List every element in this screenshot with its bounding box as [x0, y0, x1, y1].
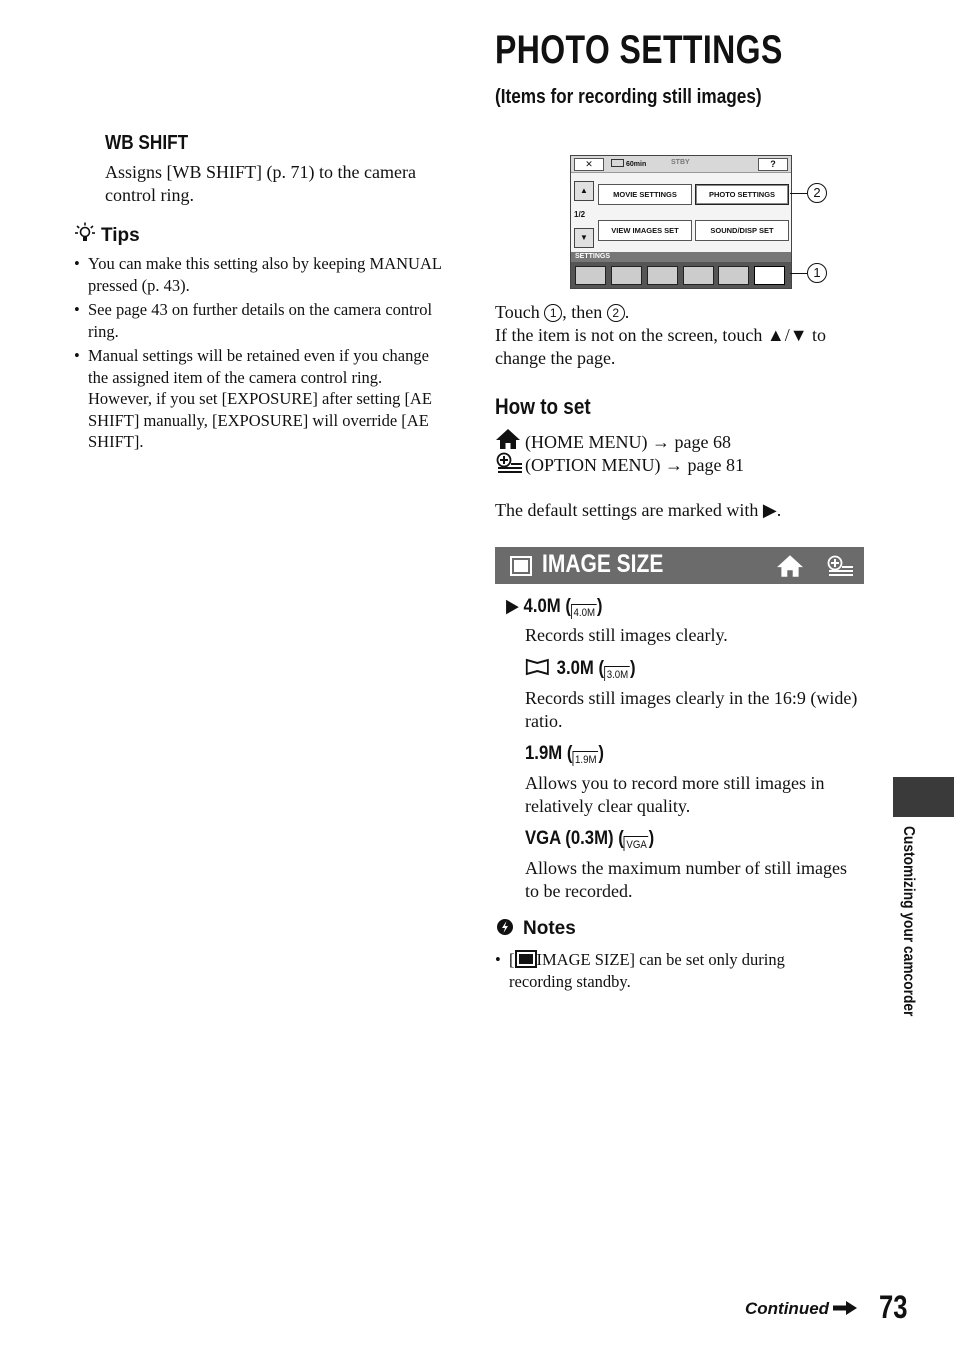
- triangle-down-icon: ▼: [580, 233, 588, 242]
- home-menu-text: (HOME MENU) → page 68: [525, 432, 731, 452]
- standby-status: STBY: [671, 159, 690, 166]
- option-suffix: ): [596, 596, 603, 617]
- page-change-line: If the item is not on the screen, touch ▲/▼ to change the page.: [495, 325, 827, 368]
- image-size-title: IMAGE SIZE: [542, 550, 664, 578]
- image-size-icon: [515, 950, 537, 968]
- category-icon-bar: [571, 262, 791, 288]
- touch-text-a: Touch: [495, 302, 545, 322]
- option-vga-heading: [525, 828, 654, 851]
- tips-heading-label: Tips: [101, 225, 140, 246]
- arrow-right-icon: [833, 1301, 857, 1315]
- touch-text-c: .: [624, 302, 630, 322]
- tips-list: [74, 253, 444, 456]
- page-indicator: 1/2: [574, 210, 586, 219]
- movie-settings-button[interactable]: MOVIE SETTINGS: [598, 184, 692, 205]
- screen-help-button[interactable]: ?: [758, 158, 788, 171]
- camera-category-icon[interactable]: [575, 266, 606, 285]
- notes-warning-icon: [496, 918, 514, 936]
- default-marker: ▶: [506, 596, 519, 617]
- callout-line-2: [790, 193, 807, 194]
- notes-heading-label: Notes: [523, 918, 576, 939]
- option-vga-description: Allows the maximum number of still images to be recorded.: [525, 858, 847, 901]
- option-suffix: ): [648, 828, 655, 849]
- battery-time: 60min: [626, 161, 647, 168]
- touch-line: [495, 301, 865, 324]
- size-indicator-box: VGA: [624, 836, 649, 851]
- image-size-icon: [510, 556, 532, 576]
- continued-text: Continued: [745, 1299, 830, 1318]
- screen-status-bar: [571, 156, 791, 173]
- option-menu-icon: [495, 452, 523, 474]
- note-text-a: [: [509, 950, 515, 969]
- wide-ratio-icon: [525, 658, 550, 676]
- view-images-set-button[interactable]: VIEW IMAGES SET: [598, 220, 692, 241]
- wb-shift-description: Assigns [WB SHIFT] (p. 71) to the camera control ring.: [105, 162, 416, 205]
- continued-indicator: [745, 1299, 857, 1319]
- option-menu-text: (OPTION MENU) → page 81: [525, 455, 744, 475]
- playback-category-icon[interactable]: [611, 266, 642, 285]
- callout-line-1: [790, 273, 807, 274]
- home-menu-line: [495, 428, 731, 454]
- print-category-icon[interactable]: [718, 266, 749, 285]
- photo-settings-button[interactable]: PHOTO SETTINGS: [695, 184, 789, 205]
- how-to-set-title: How to set: [495, 394, 591, 419]
- option-1-9m-description: Allows you to record more still images in relatively clear quality.: [525, 773, 825, 816]
- notes-list: [495, 949, 835, 992]
- settings-category-icon[interactable]: [754, 266, 785, 285]
- page-up-button[interactable]: [574, 181, 594, 201]
- callout-number-1: 1: [807, 263, 827, 283]
- option-label: VGA (0.3M) (: [525, 828, 624, 849]
- callout-number-2: 2: [807, 183, 827, 203]
- tips-heading: [75, 222, 140, 247]
- page-subtitle: (Items for recording still images): [495, 86, 762, 108]
- size-indicator-box: 3.0M: [604, 666, 630, 681]
- option-3m-description: Records still images clearly in the 16:9 (wide) ratio.: [525, 688, 858, 731]
- tip-item: • You can make this setting also by keeping MANUAL pressed (p. 43).: [74, 253, 444, 296]
- camera-screen-illustration: [570, 155, 792, 289]
- chapter-side-label: [895, 826, 925, 1076]
- note-text-b: IMAGE SIZE] can be set only during recording standby.: [509, 950, 785, 991]
- page-down-button[interactable]: [574, 228, 594, 248]
- size-indicator-box: 4.0M: [571, 604, 597, 619]
- circled-number-1: 1: [544, 304, 562, 322]
- sound-disp-set-button[interactable]: SOUND/DISP SET: [695, 220, 789, 241]
- option-4m-heading: [506, 595, 602, 619]
- triangle-up-icon: ▲: [580, 186, 588, 195]
- option-label: 1.9M (: [525, 743, 573, 764]
- page-number: 73: [879, 1289, 908, 1325]
- option-label: 4.0M (: [523, 596, 571, 617]
- option-suffix: ): [630, 658, 636, 679]
- page-title: PHOTO SETTINGS: [495, 28, 783, 72]
- tip-item: • See page 43 on further details on the camera control ring.: [74, 299, 444, 342]
- touch-instructions: [495, 301, 865, 370]
- lightbulb-icon: [75, 222, 95, 244]
- settings-category-label: SETTINGS: [571, 252, 791, 262]
- home-icon: [495, 428, 521, 450]
- option-menu-icon: [826, 555, 854, 577]
- option-1-9m-heading: [525, 743, 604, 766]
- option-label: 3.0M (: [556, 658, 605, 679]
- battery-indicator: [611, 159, 646, 168]
- manage-media-category-icon[interactable]: [683, 266, 714, 285]
- touch-text-b: , then: [562, 302, 607, 322]
- chapter-tab-marker: [893, 777, 954, 817]
- option-menu-line: [495, 452, 744, 477]
- circled-number-2: 2: [607, 304, 625, 322]
- home-icon: [776, 554, 804, 578]
- option-3m-heading: [525, 658, 636, 681]
- wb-shift-title: WB SHIFT: [105, 132, 189, 154]
- default-settings-note: The default settings are marked with ▶.: [495, 500, 782, 520]
- note-item: [495, 949, 835, 992]
- screen-close-button[interactable]: ✕: [574, 158, 604, 171]
- notes-heading: [496, 918, 576, 940]
- tip-item: • Manual settings will be retained even if you change the assigned item of the camera control ring. However, if you set [EXPOSURE] after setting [AE SHIFT] manually, [EXPOSURE] will override [AE SHIFT].: [74, 345, 444, 453]
- battery-icon: [611, 159, 624, 167]
- option-suffix: ): [598, 743, 604, 764]
- option-4m-description: Records still images clearly.: [525, 625, 728, 645]
- chapter-side-label-text: Customizing your camcorder: [900, 826, 917, 1017]
- other-category-icon[interactable]: [647, 266, 678, 285]
- size-indicator-box: 1.9M: [572, 751, 598, 766]
